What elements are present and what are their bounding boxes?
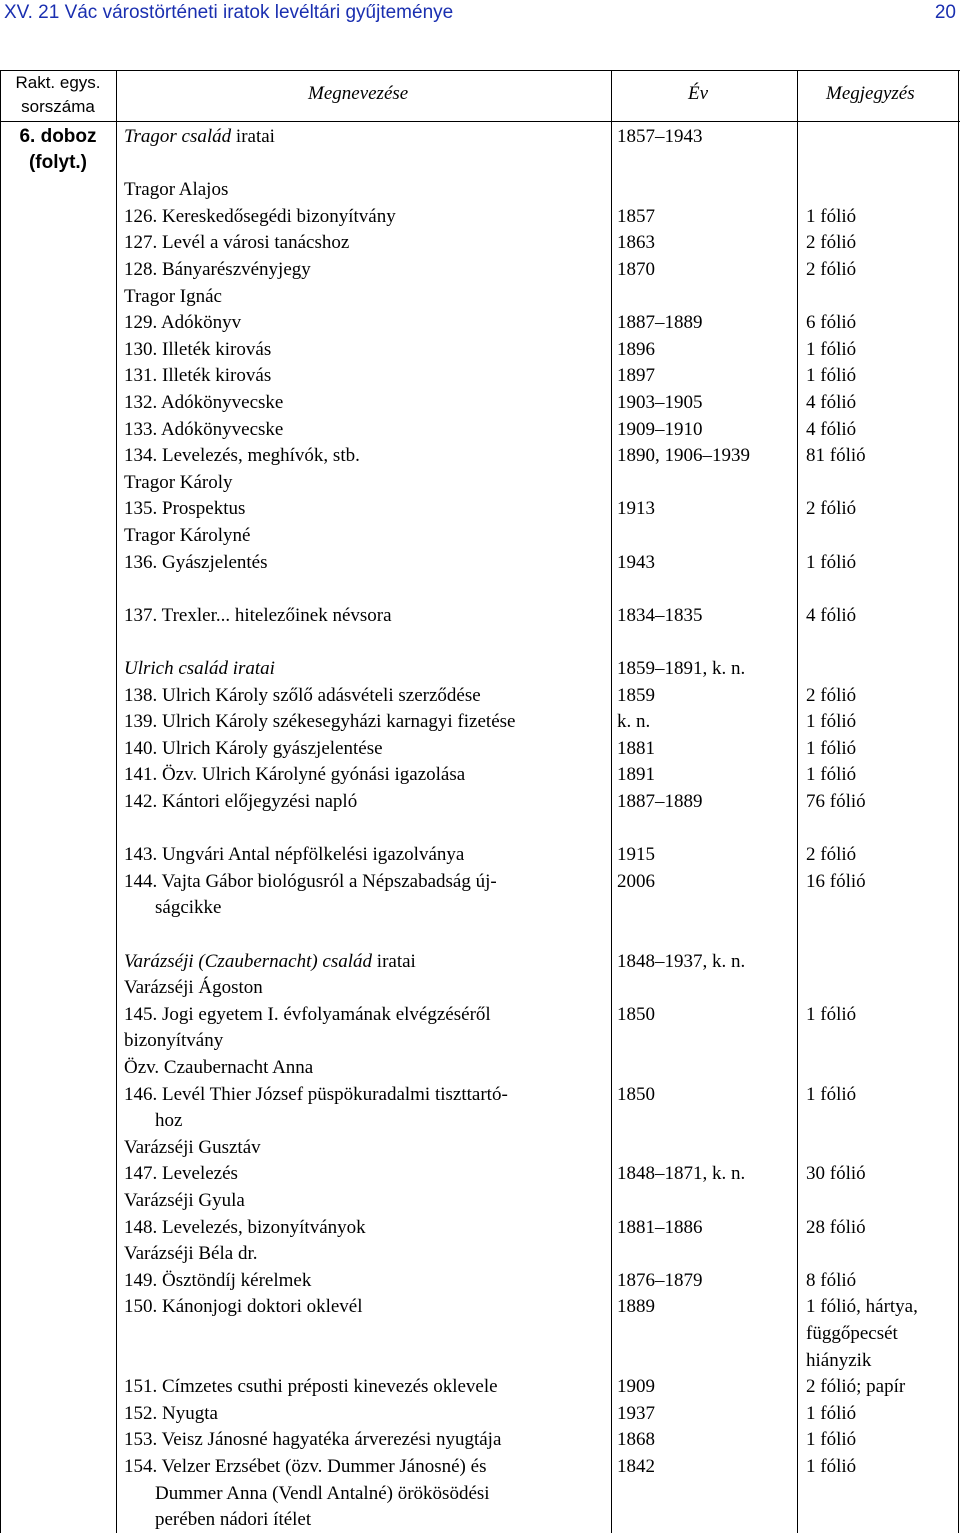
table-row	[0, 363, 960, 390]
table-row	[0, 1268, 960, 1295]
table-row	[0, 417, 960, 444]
item-description	[124, 496, 612, 523]
table-row	[0, 656, 960, 683]
item-text: 143. Ungvári Antal népfölkelési igazolványa	[124, 844, 465, 866]
page-number: 20	[934, 2, 956, 23]
item-note: 8 fólió	[806, 1269, 857, 1291]
item-description	[124, 284, 612, 311]
item-text: 154. Velzer Erzsébet (özv. Dummer Jánosné) és	[124, 1456, 487, 1477]
table-row	[0, 576, 960, 603]
item-text: 146. Levél Thier József püspökuradalmi tiszttartó-	[124, 1083, 508, 1105]
item-text: 142. Kántori előjegyzési napló	[124, 791, 358, 812]
item-year: 1850	[617, 1003, 655, 1025]
table-row	[0, 124, 960, 151]
item-year: 1863	[617, 232, 655, 254]
table-row	[0, 1241, 960, 1268]
item-description	[124, 443, 612, 470]
item-description	[124, 1268, 612, 1295]
item-description	[124, 1294, 612, 1321]
item-text: 138. Ulrich Károly szőlő adásvételi szerződése	[124, 684, 481, 706]
item-text: 129. Adókönyv	[124, 312, 242, 334]
item-description	[124, 257, 612, 284]
item-description	[155, 1108, 643, 1135]
item-note: 30 fólió	[806, 1163, 866, 1185]
item-text: 132. Adókönyvecske	[124, 392, 284, 413]
item-note: 6 fólió	[806, 312, 857, 334]
item-text: Tragor Alajos	[124, 179, 229, 201]
column-header-year: Év	[688, 83, 709, 104]
table-row	[0, 789, 960, 816]
item-description	[124, 789, 612, 816]
item-year: k. n.	[617, 711, 651, 733]
item-description	[124, 1401, 612, 1428]
item-text: Varázséji Béla dr.	[124, 1243, 258, 1265]
item-note: 4 fólió	[806, 604, 857, 626]
item-note: 4 fólió	[806, 392, 857, 413]
family-name-italic: Varázséji (Czaubernacht) család	[124, 950, 373, 972]
item-description	[124, 683, 612, 710]
table-row	[0, 683, 960, 710]
item-description	[124, 1002, 612, 1029]
item-text: 150. Kánonjogi doktori oklevél	[124, 1296, 363, 1318]
item-description	[124, 204, 612, 231]
table-row	[0, 1348, 960, 1375]
item-text: 140. Ulrich Károly gyászjelentése	[124, 737, 383, 759]
item-year: 1891	[617, 764, 655, 786]
table-row	[0, 523, 960, 550]
item-year: 1937	[617, 1402, 655, 1424]
item-description	[124, 417, 612, 444]
item-note: 1 fólió	[806, 764, 857, 786]
item-year: 1889	[617, 1296, 655, 1318]
item-text: Varázséji Ágoston	[124, 977, 263, 999]
item-year: 1881–1886	[617, 1216, 703, 1238]
item-year: 1857	[617, 205, 655, 227]
table-row	[0, 1294, 960, 1321]
table-row	[0, 310, 960, 337]
item-text: iratai	[372, 950, 416, 972]
item-note: 28 fólió	[806, 1216, 866, 1238]
table-row	[0, 895, 960, 922]
table-row	[0, 975, 960, 1002]
item-text: 134. Levelezés, meghívók, stb.	[124, 445, 360, 467]
item-note: 2 fólió	[806, 844, 857, 866]
item-description	[124, 523, 612, 550]
item-note: 1 fólió	[806, 1003, 857, 1025]
item-text: 144. Vajta Gábor biológusról a Népszabadság új-	[124, 870, 497, 892]
item-note: 76 fólió	[806, 791, 866, 812]
item-description	[124, 869, 612, 896]
table-row	[0, 1427, 960, 1454]
table-row	[0, 177, 960, 204]
item-text: 137. Trexler... hitelezőinek névsora	[124, 604, 392, 626]
table-row	[0, 1401, 960, 1428]
table-row	[0, 869, 960, 896]
item-year: 1859–1891, k. n.	[617, 658, 746, 679]
item-description	[124, 1188, 612, 1215]
item-note: 2 fólió; papír	[806, 1376, 906, 1398]
item-description	[124, 550, 612, 577]
table-row	[0, 1002, 960, 1029]
item-year: 1890, 1906–1939	[617, 445, 750, 467]
item-text: Tragor Ignác	[124, 285, 222, 307]
table-row	[0, 949, 960, 976]
table-row	[0, 1055, 960, 1082]
inventory-table	[0, 70, 960, 1533]
table-row	[0, 1374, 960, 1401]
item-text: 131. Illeték kirovás	[124, 365, 272, 387]
item-year: 1868	[617, 1429, 655, 1451]
item-description	[124, 842, 612, 869]
item-description	[124, 1454, 612, 1481]
item-description	[124, 1055, 612, 1082]
item-text: ságcikke	[155, 897, 222, 919]
item-note: 2 fólió	[806, 498, 857, 520]
item-text: Özv. Czaubernacht Anna	[124, 1057, 314, 1078]
item-description	[124, 762, 612, 789]
table-row	[0, 204, 960, 231]
item-note: 1 fólió	[806, 1083, 857, 1105]
item-description	[124, 363, 612, 390]
item-year: 1909	[617, 1376, 655, 1398]
column-header-rakt-line1: Rakt. egys.	[15, 73, 101, 92]
item-text: 141. Özv. Ulrich Károlyné gyónási igazolása	[124, 764, 466, 786]
box-continued: (folyt.)	[28, 152, 88, 173]
table-top-border	[0, 70, 960, 71]
table-row	[0, 1082, 960, 1109]
item-text: 128. Bányarészvényjegy	[124, 259, 311, 280]
table-row	[0, 1215, 960, 1242]
item-description	[124, 390, 612, 417]
item-year: 1897	[617, 365, 655, 387]
header-divider	[0, 121, 960, 122]
table-row	[0, 1454, 960, 1481]
item-text: 148. Levelezés, bizonyítványok	[124, 1216, 366, 1238]
item-year: 1848–1937, k. n.	[617, 950, 746, 972]
item-text: 135. Prospektus	[124, 498, 246, 520]
item-note: 4 fólió	[806, 418, 857, 440]
table-row	[0, 1481, 960, 1508]
item-note: 1 fólió	[806, 737, 857, 759]
item-note: hiányzik	[806, 1349, 872, 1371]
item-description	[124, 736, 612, 763]
item-description	[124, 975, 612, 1002]
item-note: 2 fólió	[806, 232, 857, 254]
item-year: 1850	[617, 1083, 655, 1105]
item-text: 145. Jogi egyetem I. évfolyamának elvégzéséről	[124, 1003, 491, 1025]
item-description	[124, 1215, 612, 1242]
table-row	[0, 230, 960, 257]
item-description	[124, 1241, 612, 1268]
item-year: 1915	[617, 844, 655, 866]
item-year: 1887–1889	[617, 791, 703, 812]
item-text: 153. Veisz Jánosné hagyatéka árverezési nyugtája	[124, 1429, 502, 1451]
item-year: 1834–1835	[617, 604, 703, 626]
table-row	[0, 762, 960, 789]
item-description	[155, 895, 643, 922]
item-description	[124, 603, 612, 630]
item-year: 1857–1943	[617, 126, 703, 147]
item-description	[124, 470, 612, 497]
item-text: 139. Ulrich Károly székesegyházi karnagyi fizetése	[124, 711, 516, 733]
item-note: 1 fólió	[806, 338, 857, 360]
column-header-name: Megnevezése	[308, 83, 409, 104]
table-row	[0, 1161, 960, 1188]
table-row	[0, 709, 960, 736]
item-text: 147. Levelezés	[124, 1163, 238, 1185]
item-note: 81 fólió	[806, 445, 866, 467]
table-row	[0, 151, 960, 178]
item-note: 16 fólió	[806, 870, 866, 892]
item-description	[124, 337, 612, 364]
item-text: 149. Ösztöndíj kérelmek	[124, 1269, 312, 1291]
item-text: 151. Címzetes csuthi préposti kinevezés oklevele	[124, 1376, 498, 1398]
table-row	[0, 1507, 960, 1534]
item-text: perében nádori ítélet	[155, 1509, 312, 1531]
table-row	[0, 1108, 960, 1135]
table-row	[0, 337, 960, 364]
item-text: 126. Kereskedősegédi bizonyítvány	[124, 205, 396, 227]
item-year: 1848–1871, k. n.	[617, 1163, 746, 1185]
item-year: 1909–1910	[617, 418, 703, 440]
table-row	[0, 550, 960, 577]
item-description	[124, 656, 612, 683]
item-year: 1881	[617, 737, 655, 759]
item-note: függőpecsét	[806, 1323, 898, 1344]
table-row	[0, 1188, 960, 1215]
item-note: 1 fólió, hártya,	[806, 1296, 918, 1318]
item-text: 130. Illeték kirovás	[124, 338, 272, 360]
item-text: hoz	[155, 1110, 183, 1132]
item-description	[155, 1507, 643, 1534]
item-note: 1 fólió	[806, 711, 857, 733]
item-year: 1943	[617, 551, 655, 573]
item-description	[124, 1427, 612, 1454]
table-row	[0, 1321, 960, 1348]
item-year: 1842	[617, 1456, 655, 1477]
item-note: 2 fólió	[806, 259, 857, 280]
item-year: 1903–1905	[617, 392, 703, 413]
item-note: 1 fólió	[806, 365, 857, 387]
table-row	[0, 390, 960, 417]
item-text: Varázséji Gusztáv	[124, 1136, 261, 1158]
family-name-italic: Ulrich család iratai	[124, 658, 275, 679]
item-year: 1896	[617, 338, 655, 360]
item-year: 1913	[617, 498, 655, 520]
item-text: 127. Levél a városi tanácshoz	[124, 232, 350, 254]
item-note: 1 fólió	[806, 1402, 857, 1424]
item-description	[124, 1161, 612, 1188]
item-note: 1 fólió	[806, 1429, 857, 1451]
item-note: 1 fólió	[806, 551, 857, 573]
item-text: Varázséji Gyula	[124, 1190, 245, 1211]
item-text: Dummer Anna (Vendl Antalné) örökösödési	[155, 1482, 490, 1504]
table-row	[0, 257, 960, 284]
page-header	[0, 0, 960, 28]
item-text: 136. Gyászjelentés	[124, 551, 268, 573]
item-text: 152. Nyugta	[124, 1402, 218, 1424]
table-row	[0, 842, 960, 869]
item-description	[124, 230, 612, 257]
column-header-note: Megjegyzés	[826, 83, 915, 104]
family-name-italic: Tragor család	[124, 126, 232, 147]
table-row	[0, 1028, 960, 1055]
item-year: 1887–1889	[617, 312, 703, 334]
item-note: 1 fólió	[806, 205, 857, 227]
table-row	[0, 443, 960, 470]
table-row	[0, 1135, 960, 1162]
item-description	[124, 1082, 612, 1109]
table-row	[0, 629, 960, 656]
item-description	[124, 124, 612, 151]
table-row	[0, 736, 960, 763]
item-note: 1 fólió	[806, 1456, 857, 1477]
table-row	[0, 922, 960, 949]
table-row	[0, 603, 960, 630]
item-description	[124, 1028, 612, 1055]
item-description	[124, 709, 612, 736]
item-year: 1870	[617, 259, 655, 280]
item-text: Tragor Károly	[124, 471, 233, 493]
item-description	[124, 177, 612, 204]
column-header-rakt-line2: sorszáma	[21, 97, 95, 116]
table-row	[0, 816, 960, 843]
table-row	[0, 496, 960, 523]
item-description	[124, 949, 612, 976]
table-row	[0, 470, 960, 497]
table-row	[0, 284, 960, 311]
item-description	[155, 1481, 643, 1508]
document-title: XV. 21 Vác várostörténeti iratok levéltári gyűjteménye	[4, 2, 454, 23]
item-year: 2006	[617, 870, 655, 892]
item-text: 133. Adókönyvecske	[124, 418, 284, 440]
item-text: bizonyítvány	[124, 1030, 224, 1052]
item-description	[124, 310, 612, 337]
box-number: 6. doboz	[19, 126, 97, 147]
item-description	[124, 1135, 612, 1162]
item-year: 1876–1879	[617, 1269, 703, 1291]
item-text: iratai	[231, 126, 275, 147]
item-text: Tragor Károlyné	[124, 525, 251, 546]
item-description	[124, 1374, 612, 1401]
item-year: 1859	[617, 684, 655, 706]
item-note: 2 fólió	[806, 684, 857, 706]
